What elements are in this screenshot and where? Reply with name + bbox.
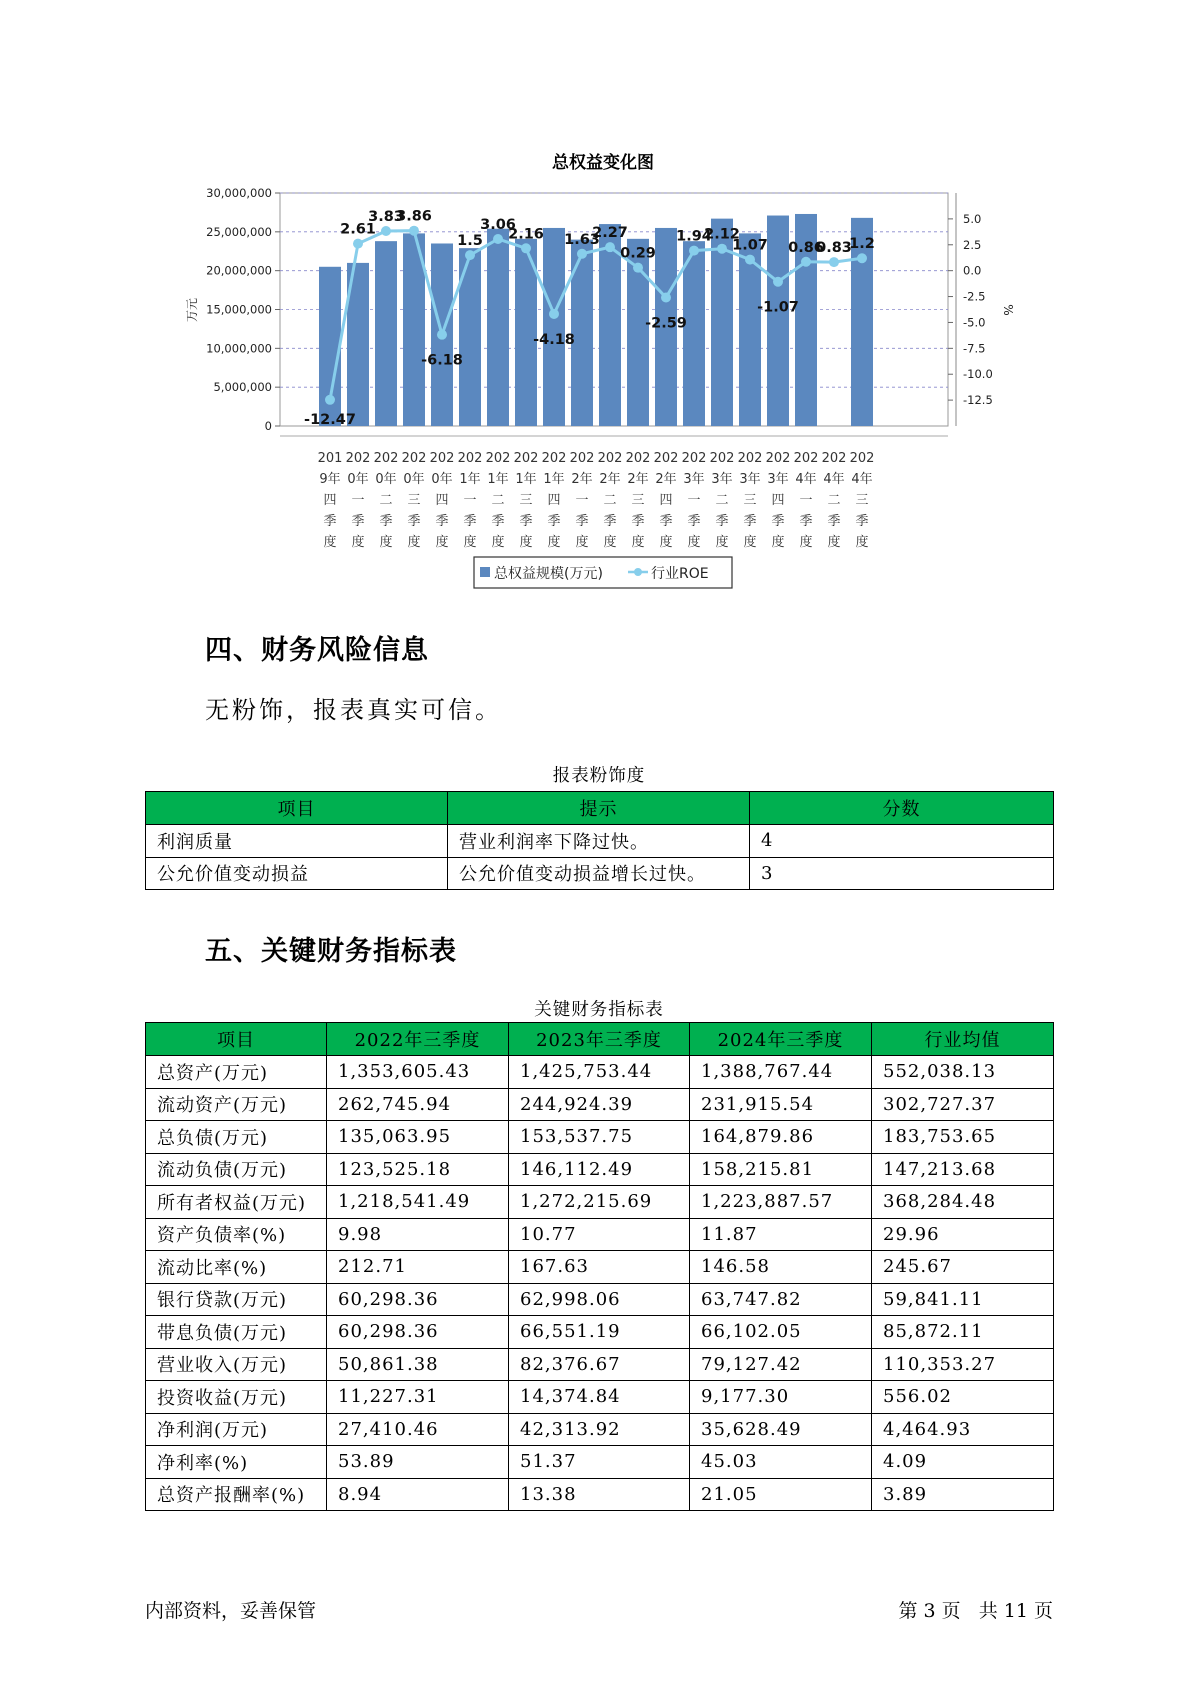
y2-tick-label: -5.0 [963,315,986,330]
roe-point [353,239,363,249]
x-tick-label: 4年 [795,472,817,487]
roe-value-label: 2.61 [340,221,376,238]
roe-value-label: 3.86 [396,208,432,225]
cell: 4,464.93 [872,1413,1054,1446]
y2-tick-label: -10.0 [963,367,993,382]
x-tick-label: 202 [457,451,483,466]
cell: 135,063.95 [327,1121,509,1154]
cell: 所有者权益(万元) [146,1186,327,1219]
x-tick-label: 3年 [711,472,733,487]
cell: 1,218,541.49 [327,1186,509,1219]
x-tick-label: 三 [519,493,533,508]
roe-point [409,226,419,236]
col-header: 分数 [750,792,1054,825]
x-tick-label: 二 [827,493,841,508]
x-tick-label: 度 [855,535,869,550]
y2-axis-title: % [1001,304,1015,316]
x-tick-label: 四 [323,493,337,508]
cell: 53.89 [327,1446,509,1479]
cell: 9.98 [327,1218,509,1251]
x-tick-label: 202 [765,451,791,466]
key-indicators-table [145,1022,1054,1511]
cell: 总资产(万元) [146,1056,327,1089]
cell: 231,915.54 [690,1088,872,1121]
section4-heading: 四、财务风险信息 [205,635,429,666]
roe-point [465,250,475,260]
x-tick-label: 季 [855,514,869,529]
x-tick-label: 9年 [319,472,341,487]
cell: 3.89 [872,1478,1054,1511]
table-row [146,857,1054,890]
x-tick-label: 2年 [627,472,649,487]
roe-value-label: 0.83 [816,240,852,257]
x-tick-label: 季 [379,514,393,529]
x-tick-label: 度 [603,535,617,550]
cell: 公允价值变动损益 [146,857,448,890]
cell: 1,223,887.57 [690,1186,872,1219]
x-tick-label: 202 [793,451,819,466]
table-row [146,1121,1054,1154]
x-tick-label: 2年 [571,472,593,487]
x-tick-label: 2年 [599,472,621,487]
x-tick-label: 季 [323,514,337,529]
bar [767,216,789,426]
x-tick-label: 201 [317,451,343,466]
cell: 3 [750,857,1054,890]
table-row [146,1478,1054,1511]
x-tick-label: 季 [519,514,533,529]
cell: 流动负债(万元) [146,1153,327,1186]
cell: 净利率(%) [146,1446,327,1479]
bar [487,229,509,426]
x-tick-label: 202 [737,451,763,466]
x-tick-label: 度 [715,535,729,550]
x-tick-label: 四 [771,493,785,508]
cell: 262,745.94 [327,1088,509,1121]
x-tick-label: 季 [631,514,645,529]
x-tick-label: 202 [401,451,427,466]
x-tick-label: 202 [625,451,651,466]
x-tick-label: 季 [463,514,477,529]
cell: 123,525.18 [327,1153,509,1186]
x-tick-label: 季 [715,514,729,529]
table-row [146,825,1054,858]
roe-value-label: -1.07 [757,299,799,316]
cell: 13.38 [509,1478,690,1511]
cell: 146,112.49 [509,1153,690,1186]
cell: 63,747.82 [690,1283,872,1316]
x-tick-label: 度 [631,535,645,550]
x-tick-label: 1年 [459,472,481,487]
col-header: 提示 [448,792,750,825]
y2-tick-label: -2.5 [963,289,986,304]
roe-point [549,309,559,319]
x-tick-label: 202 [345,451,371,466]
x-tick-label: 度 [827,535,841,550]
legend-bar-swatch [480,567,490,577]
roe-value-label: 1.2 [849,236,875,253]
y-tick-label: 0 [264,419,272,433]
roe-point [325,395,335,405]
x-tick-label: 0年 [347,472,369,487]
cell: 29.96 [872,1218,1054,1251]
roe-point [689,246,699,256]
y-tick-label: 30,000,000 [206,186,272,200]
x-tick-label: 202 [709,451,735,466]
roe-point [773,277,783,287]
col-header: 项目 [146,1023,327,1056]
x-tick-label: 一 [463,493,477,508]
x-tick-label: 3年 [739,472,761,487]
cell: 146.58 [690,1251,872,1284]
x-tick-label: 度 [463,535,477,550]
legend-line-marker [634,568,642,576]
cell: 85,872.11 [872,1316,1054,1349]
cell: 1,388,767.44 [690,1056,872,1089]
x-tick-label: 度 [687,535,701,550]
roe-point [829,257,839,267]
x-tick-label: 0年 [403,472,425,487]
table-header-row [146,1023,1054,1056]
cell: 66,102.05 [690,1316,872,1349]
cell: 11,227.31 [327,1381,509,1414]
cell: 183,753.65 [872,1121,1054,1154]
cell: 8.94 [327,1478,509,1511]
x-tick-label: 度 [351,535,365,550]
x-tick-label: 二 [715,493,729,508]
cell: 147,213.68 [872,1153,1054,1186]
equity-chart [0,0,1191,600]
roe-point [661,292,671,302]
roe-point [521,243,531,253]
chart-title: 总权益变化图 [552,153,654,173]
cell: 10.77 [509,1218,690,1251]
y-tick-label: 25,000,000 [206,224,272,239]
roe-value-label: -2.59 [645,315,687,332]
cell: 流动资产(万元) [146,1088,327,1121]
roe-value-label: 1.5 [457,233,483,250]
col-header: 2024年三季度 [690,1023,872,1056]
x-tick-label: 三 [743,493,757,508]
x-tick-label: 度 [547,535,561,550]
roe-point [857,253,867,263]
roe-value-label: 2.12 [704,226,740,243]
cell: 公允价值变动损益增长过快。 [448,857,750,890]
cell: 净利润(万元) [146,1413,327,1446]
cell: 投资收益(万元) [146,1381,327,1414]
cell: 60,298.36 [327,1316,509,1349]
table-row [146,1088,1054,1121]
section5-heading: 五、关键财务指标表 [205,936,457,967]
cell: 62,998.06 [509,1283,690,1316]
roe-value-label: -4.18 [533,331,575,348]
x-tick-label: 三 [407,493,421,508]
cell: 244,924.39 [509,1088,690,1121]
x-tick-label: 度 [659,535,673,550]
cell: 51.37 [509,1446,690,1479]
roe-point [745,255,755,265]
x-tick-label: 202 [681,451,707,466]
x-tick-label: 二 [379,493,393,508]
y-tick-label: 10,000,000 [206,341,272,356]
y-tick-label: 15,000,000 [206,302,272,317]
x-tick-label: 202 [597,451,623,466]
table-header-row [146,792,1054,825]
x-tick-label: 1年 [543,472,565,487]
cell: 资产负债率(%) [146,1218,327,1251]
table-row [146,1381,1054,1414]
bar [683,241,705,426]
footer-page-number: 第 3 页 共 11 页 [898,1600,1053,1622]
x-tick-label: 4年 [851,472,873,487]
whitewash-table [145,791,1054,890]
x-tick-label: 202 [653,451,679,466]
x-tick-label: 1年 [515,472,537,487]
col-header: 2022年三季度 [327,1023,509,1056]
x-tick-label: 季 [407,514,421,529]
x-tick-label: 度 [743,535,757,550]
x-tick-label: 202 [429,451,455,466]
col-header: 项目 [146,792,448,825]
cell: 4 [750,825,1054,858]
cell: 银行贷款(万元) [146,1283,327,1316]
x-tick-label: 一 [687,493,701,508]
cell: 164,879.86 [690,1121,872,1154]
legend [474,557,732,588]
x-tick-label: 度 [771,535,785,550]
roe-value-label: 0.86 [788,239,824,256]
x-tick-label: 度 [575,535,589,550]
footer-confidential: 内部资料，妥善保管 [145,1600,317,1622]
y2-tick-label: 0.0 [963,263,982,278]
x-tick-label: 2年 [655,472,677,487]
roe-value-label: 2.16 [508,226,544,243]
roe-point [437,330,447,340]
cell: 1,425,753.44 [509,1056,690,1089]
y-tick-label: 20,000,000 [206,263,272,278]
table-row [146,1348,1054,1381]
x-tick-label: 季 [659,514,673,529]
y2-tick-label: -7.5 [963,341,986,356]
cell: 营业利润率下降过快。 [448,825,750,858]
table-row [146,1218,1054,1251]
cell: 552,038.13 [872,1056,1054,1089]
cell: 营业收入(万元) [146,1348,327,1381]
x-tick-label: 202 [849,451,875,466]
x-tick-label: 度 [799,535,813,550]
roe-value-label: 3.83 [368,209,404,226]
roe-value-label: -12.47 [304,412,356,428]
y-axis-title: 万元 [185,297,199,323]
section4-paragraph: 无粉饰，报表真实可信。 [205,696,502,724]
roe-value-label: 2.27 [592,225,628,242]
cell: 流动比率(%) [146,1251,327,1284]
x-tick-label: 度 [519,535,533,550]
x-tick-label: 季 [687,514,701,529]
x-tick-label: 一 [351,493,365,508]
cell: 带息负债(万元) [146,1316,327,1349]
col-header: 行业均值 [872,1023,1054,1056]
cell: 45.03 [690,1446,872,1479]
cell: 4.09 [872,1446,1054,1479]
table-row [146,1056,1054,1089]
x-tick-label: 季 [435,514,449,529]
cell: 50,861.38 [327,1348,509,1381]
x-tick-label: 1年 [487,472,509,487]
cell: 42,313.92 [509,1413,690,1446]
cell: 212.71 [327,1251,509,1284]
x-tick-label: 度 [323,535,337,550]
cell: 110,353.27 [872,1348,1054,1381]
table-row [146,1316,1054,1349]
x-tick-label: 四 [659,493,673,508]
cell: 1,272,215.69 [509,1186,690,1219]
x-tick-label: 202 [373,451,399,466]
table-row [146,1446,1054,1479]
roe-point [633,263,643,273]
y2-tick-label: -12.5 [963,393,993,408]
cell: 167.63 [509,1251,690,1284]
x-tick-label: 季 [351,514,365,529]
roe-point [717,244,727,254]
x-tick-label: 季 [827,514,841,529]
x-tick-label: 202 [821,451,847,466]
cell: 21.05 [690,1478,872,1511]
x-tick-label: 季 [743,514,757,529]
cell: 35,628.49 [690,1413,872,1446]
cell: 11.87 [690,1218,872,1251]
roe-value-label: 0.29 [620,245,656,262]
col-header: 2023年三季度 [509,1023,690,1056]
legend-bar-label: 总权益规模(万元) [494,566,603,582]
y2-tick-label: 2.5 [963,237,982,252]
x-tick-label: 四 [547,493,561,508]
table-row [146,1283,1054,1316]
roe-value-label: 1.07 [732,237,768,254]
x-tick-label: 季 [491,514,505,529]
cell: 153,537.75 [509,1121,690,1154]
cell: 27,410.46 [327,1413,509,1446]
x-tick-label: 二 [603,493,617,508]
y2-tick-label: 5.0 [963,211,982,226]
x-tick-label: 0年 [375,472,397,487]
cell: 利润质量 [146,825,448,858]
cell: 总负债(万元) [146,1121,327,1154]
x-tick-label: 三 [855,493,869,508]
table-row [146,1251,1054,1284]
roe-point [381,226,391,236]
section5-table-caption: 关键财务指标表 [534,1000,664,1020]
x-tick-label: 三 [631,493,645,508]
table-row [146,1186,1054,1219]
x-tick-label: 度 [491,535,505,550]
cell: 158,215.81 [690,1153,872,1186]
y-tick-label: 5,000,000 [213,380,272,395]
roe-point [605,242,615,252]
cell: 1,353,605.43 [327,1056,509,1089]
x-tick-label: 度 [379,535,393,550]
roe-value-label: 1.63 [564,231,600,248]
cell: 556.02 [872,1381,1054,1414]
cell: 14,374.84 [509,1381,690,1414]
cell: 59,841.11 [872,1283,1054,1316]
x-tick-label: 一 [799,493,813,508]
x-tick-label: 一 [575,493,589,508]
cell: 总资产报酬率(%) [146,1478,327,1511]
cell: 60,298.36 [327,1283,509,1316]
x-tick-label: 季 [603,514,617,529]
cell: 82,376.67 [509,1348,690,1381]
roe-point [801,257,811,267]
x-tick-label: 季 [771,514,785,529]
x-tick-label: 202 [541,451,567,466]
roe-point [493,234,503,244]
x-tick-label: 二 [491,493,505,508]
roe-point [577,249,587,259]
cell: 302,727.37 [872,1088,1054,1121]
x-tick-label: 202 [485,451,511,466]
cell: 79,127.42 [690,1348,872,1381]
x-tick-label: 202 [569,451,595,466]
section4-table-caption: 报表粉饰度 [552,766,646,786]
roe-value-label: -6.18 [421,352,463,369]
x-tick-label: 季 [575,514,589,529]
x-tick-label: 季 [547,514,561,529]
x-tick-label: 4年 [823,472,845,487]
x-tick-label: 季 [799,514,813,529]
x-tick-label: 度 [435,535,449,550]
roe-value-label: 3.06 [480,216,516,233]
x-tick-label: 0年 [431,472,453,487]
legend-line-label: 行业ROE [651,566,709,582]
table-row [146,1153,1054,1186]
x-tick-label: 202 [513,451,539,466]
cell: 9,177.30 [690,1381,872,1414]
x-tick-label: 四 [435,493,449,508]
equity-chart-svg [0,0,1191,600]
roe-value-label: 1.94 [676,228,712,245]
bar [375,241,397,426]
cell: 245.67 [872,1251,1054,1284]
cell: 66,551.19 [509,1316,690,1349]
x-tick-label: 3年 [767,472,789,487]
table-row [146,1413,1054,1446]
cell: 368,284.48 [872,1186,1054,1219]
bar [543,228,565,426]
x-tick-label: 3年 [683,472,705,487]
x-tick-label: 度 [407,535,421,550]
